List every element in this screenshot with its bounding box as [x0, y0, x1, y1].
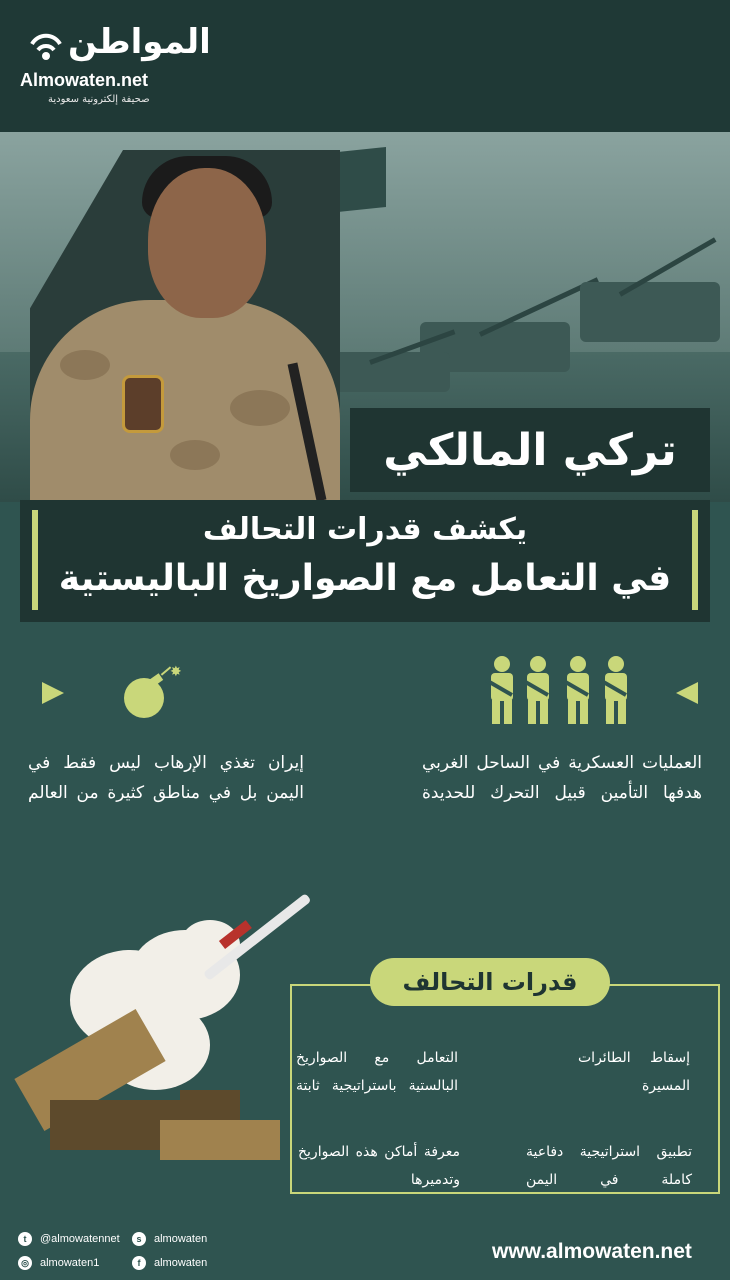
twitter-icon: t [18, 1232, 32, 1246]
capability-item: تطبيق استراتيجية دفاعية كاملة في اليمن [526, 1144, 692, 1188]
twitter-handle: @almowatennet [40, 1233, 120, 1245]
logo [18, 18, 211, 118]
point-iran: إيران تغذي الإرهاب ليس فقط في اليمن بل في مناطق كثيرة من العالم [28, 753, 304, 803]
capability-item: معرفة أماكن هذه الصواريخ وتدميرها [298, 1144, 460, 1188]
facebook-handle: almowaten [154, 1257, 208, 1269]
emblem-patch [122, 375, 164, 433]
facebook-link[interactable] [132, 1256, 207, 1270]
snapchat-icon: s [132, 1232, 146, 1246]
bomb-icon: ✸ [120, 664, 190, 724]
instagram-link[interactable] [18, 1256, 99, 1270]
capability-item: إسقاط الطائرات المسيرة [578, 1050, 690, 1094]
arrow-right-icon [42, 682, 64, 704]
facebook-icon: f [132, 1256, 146, 1270]
header [0, 0, 730, 132]
headline-line-2: في التعامل مع الصواريخ الباليستية [58, 558, 672, 599]
headline-line-1: يكشف قدرات التحالف [202, 512, 528, 547]
spokesman-photo [30, 150, 340, 502]
headline-name: تركي المالكي [383, 424, 677, 476]
snapchat-handle: almowaten [154, 1233, 208, 1245]
arrow-left-icon [676, 682, 698, 704]
logo-tagline: صحيفة إلكترونية سعودية [48, 94, 150, 105]
capabilities-title-pill [370, 958, 610, 1006]
headline-title-box [20, 500, 710, 622]
point-west-coast: العمليات العسكرية في الساحل الغربي هدفها التأمين قبيل التحرك للحديدة [422, 753, 702, 803]
snapchat-link[interactable] [132, 1232, 207, 1246]
capabilities-title: قدرات التحالف [402, 968, 578, 996]
wifi-icon [26, 26, 66, 66]
logo-english: Almowaten.net [20, 70, 149, 90]
capability-item: التعامل مع الصواريخ البالستية باستراتيجية ثابتة [296, 1050, 458, 1094]
instagram-icon: ◎ [18, 1256, 32, 1270]
headline-name-box [350, 408, 710, 492]
logo-arabic: المواطن [68, 22, 211, 62]
website-link[interactable]: www.almowaten.net [492, 1240, 692, 1263]
twitter-link[interactable] [18, 1232, 120, 1246]
instagram-handle: almowaten1 [40, 1257, 100, 1269]
